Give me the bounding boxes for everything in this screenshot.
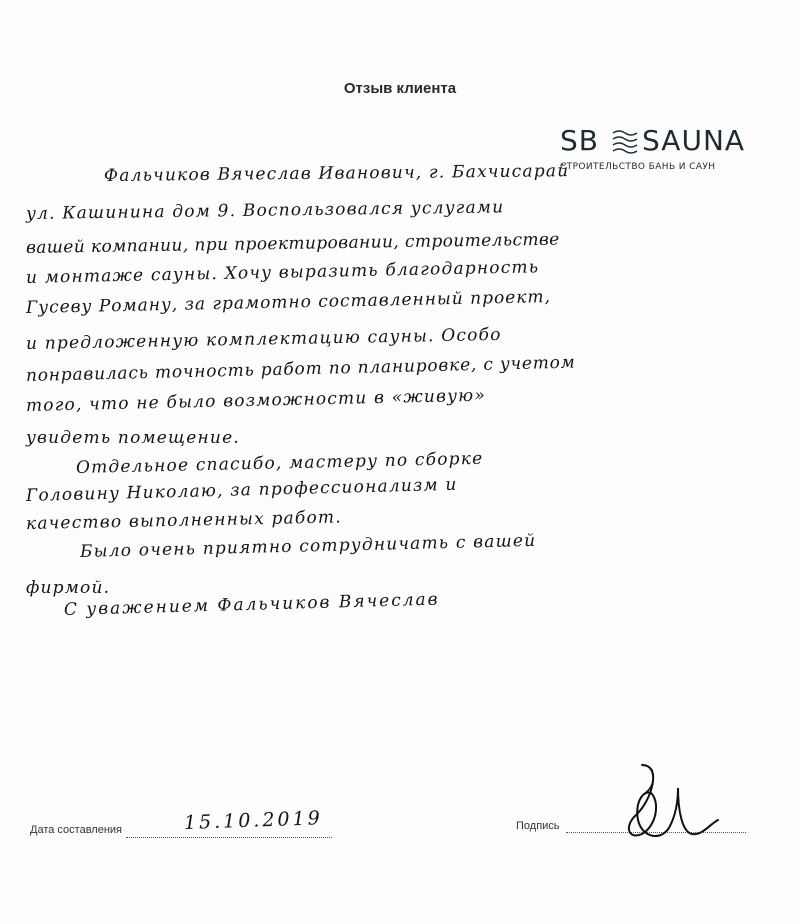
letter-line: понравилась точность работ по планировке, с учетом [25, 352, 576, 386]
date-label: Дата составления [30, 824, 122, 836]
letter-line: увидеть помещение. [26, 428, 240, 448]
letter-line: и предложенную комплектацию сауны. Особо [25, 324, 502, 354]
logo-tagline: СТРОИТЕЛЬСТВО БАНЬ И САУН [560, 162, 716, 172]
letter-line: и монтаже сауны. Хочу выразить благодарность [25, 257, 540, 288]
logo-brand-sauna: SAUNA [642, 124, 746, 157]
date-handwritten: 15.10.2019 [183, 807, 324, 834]
letter-line: ул. Кашинина дом 9. Воспользовался услугами [25, 197, 505, 224]
letter-closing: С уважением Фальчиков Вячеслав [63, 589, 440, 620]
letter-line: Головину Николаю, за профессионализм и [25, 474, 458, 506]
steam-wave-icon [611, 130, 639, 154]
letter-line: качество выполненных работ. [25, 507, 343, 534]
letter-line: Отдельное спасибо, мастеру по сборке [75, 448, 484, 478]
date-dotted-line [126, 837, 332, 838]
signature-label: Подпись [516, 820, 560, 832]
company-logo [556, 124, 756, 184]
letter-line: Гусеву Роману, за грамотно составленный проект, [25, 287, 552, 318]
letter-line: Фальчиков Вячеслав Иванович, г. Бахчисарай [103, 161, 570, 186]
letter-line: фирмой. [26, 578, 111, 598]
letter-line: того, что не было возможности в «живую» [25, 385, 487, 416]
signature-mark [622, 760, 732, 850]
logo-brand-sb: SB [560, 124, 599, 157]
letter-line: Было очень приятно сотрудничать с вашей [79, 530, 537, 562]
page-title: Отзыв клиента [343, 80, 457, 97]
letter-line: вашей компании, при проектировании, строительстве [25, 229, 560, 258]
